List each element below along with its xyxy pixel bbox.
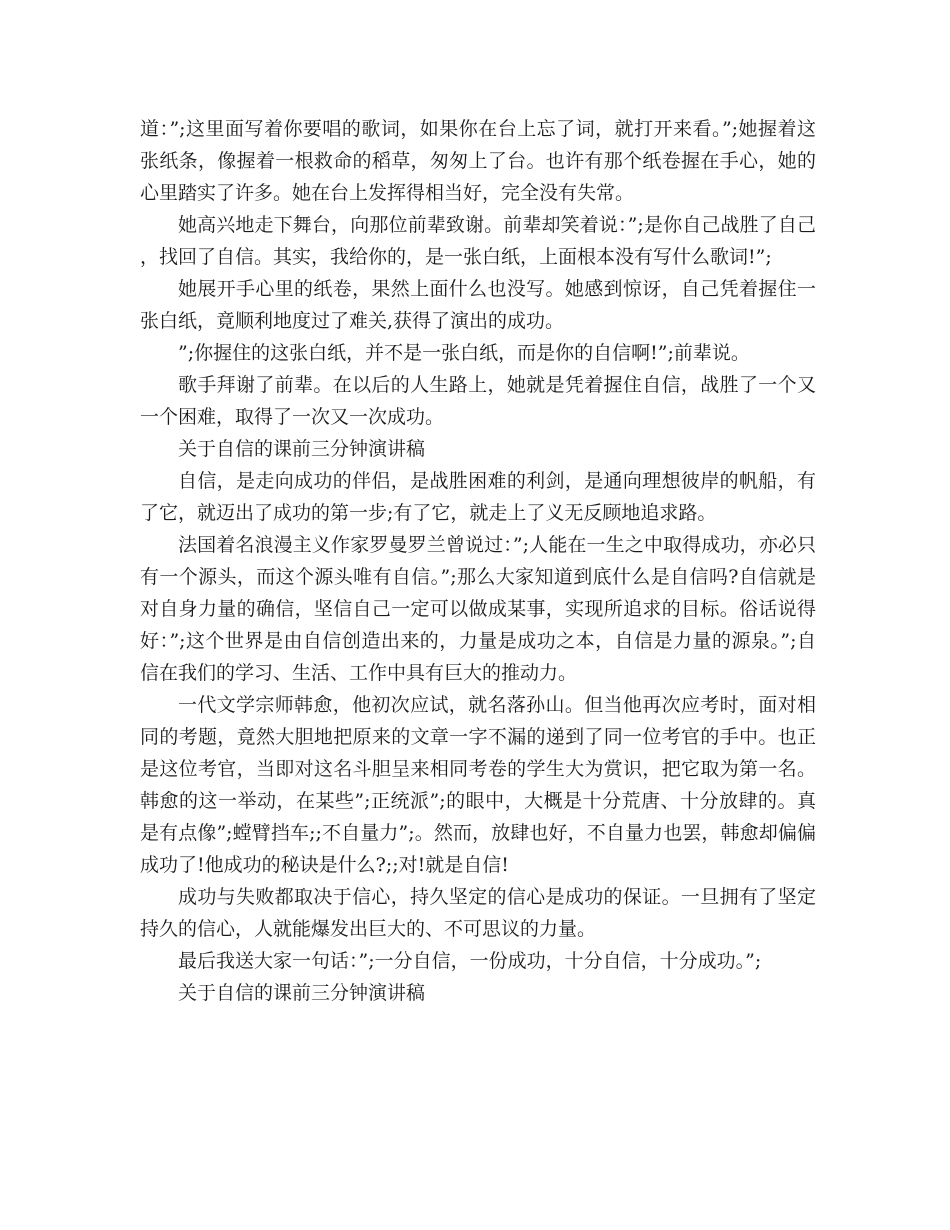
paragraph: 自信，是走向成功的伴侣，是战胜困难的利剑，是通向理想彼岸的帆船，有了它，就迈出了成功的第一步;有了它，就走上了义无反顾地追求路。: [140, 470, 816, 524]
paragraph: 成功与失败都取决于信心，持久坚定的信心是成功的保证。一旦拥有了坚定持久的信心，人就能爆发出巨大的、不可思议的力量。: [140, 886, 816, 940]
paragraph: 法国着名浪漫主义作家罗曼罗兰曾说过：”;人能在一生之中取得成功，亦必只有一个源头，而这个源头唯有自信。”;那么大家知道到底什么是自信吗?自信就是对自身力量的确信，坚信自己一定可以做成某事，实现所追求的目标。俗话说得好：”;这个世界是由自信创造出来的，力量是成功之本，自信是力量的源泉。”;自信在我们的学习、生活、工作中具有巨大的推动力。: [140, 534, 816, 684]
paragraph: 她高兴地走下舞台，向那位前辈致谢。前辈却笑着说：”;是你自己战胜了自己，找回了自信。其实，我给你的，是一张白纸，上面根本没有写什么歌词!”;: [140, 214, 816, 268]
paragraph: 歌手拜谢了前辈。在以后的人生路上，她就是凭着握住自信，战胜了一个又一个困难，取得了一次又一次成功。: [140, 374, 816, 428]
section-heading: 关于自信的课前三分钟演讲稿: [178, 438, 426, 460]
section-heading: 关于自信的课前三分钟演讲稿: [178, 982, 426, 1004]
paragraph: 她展开手心里的纸卷，果然上面什么也没写。她感到惊讶，自己凭着握住一张白纸，竟顺利地度过了难关,获得了演出的成功。: [140, 278, 816, 332]
paragraph: 一代文学宗师韩愈，他初次应试，就名落孙山。但当他再次应考时，面对相同的考题，竟然大胆地把原来的文章一字不漏的递到了同一位考官的手中。也正是这位考官，当即对这名斗胆呈来相同考卷的学生大为赏识，把它取为第一名。韩愈的这一举动，在某些”;正统派”;的眼中，大概是十分荒唐、十分放肆的。真是有点像”;螳臂挡车;;不自量力”;。然而，放肆也好，不自量力也罢，韩愈却偏偏成功了!他成功的秘诀是什么?;;对!就是自信!: [140, 694, 816, 876]
document-body: [140, 113, 816, 1009]
paragraph: 最后我送大家一句话：”;一分自信，一份成功，十分自信，十分成功。”;: [178, 950, 762, 972]
paragraph: 道：”;这里面写着你要唱的歌词，如果你在台上忘了词，就打开来看。”;她握着这张纸条，像握着一根救命的稻草，匆匆上了台。也许有那个纸卷握在手心，她的心里踏实了许多。她在台上发挥得相当好，完全没有失常。: [140, 118, 816, 204]
paragraph: ”;你握住的这张白纸，并不是一张白纸，而是你的自信啊!”;前辈说。: [178, 342, 750, 364]
